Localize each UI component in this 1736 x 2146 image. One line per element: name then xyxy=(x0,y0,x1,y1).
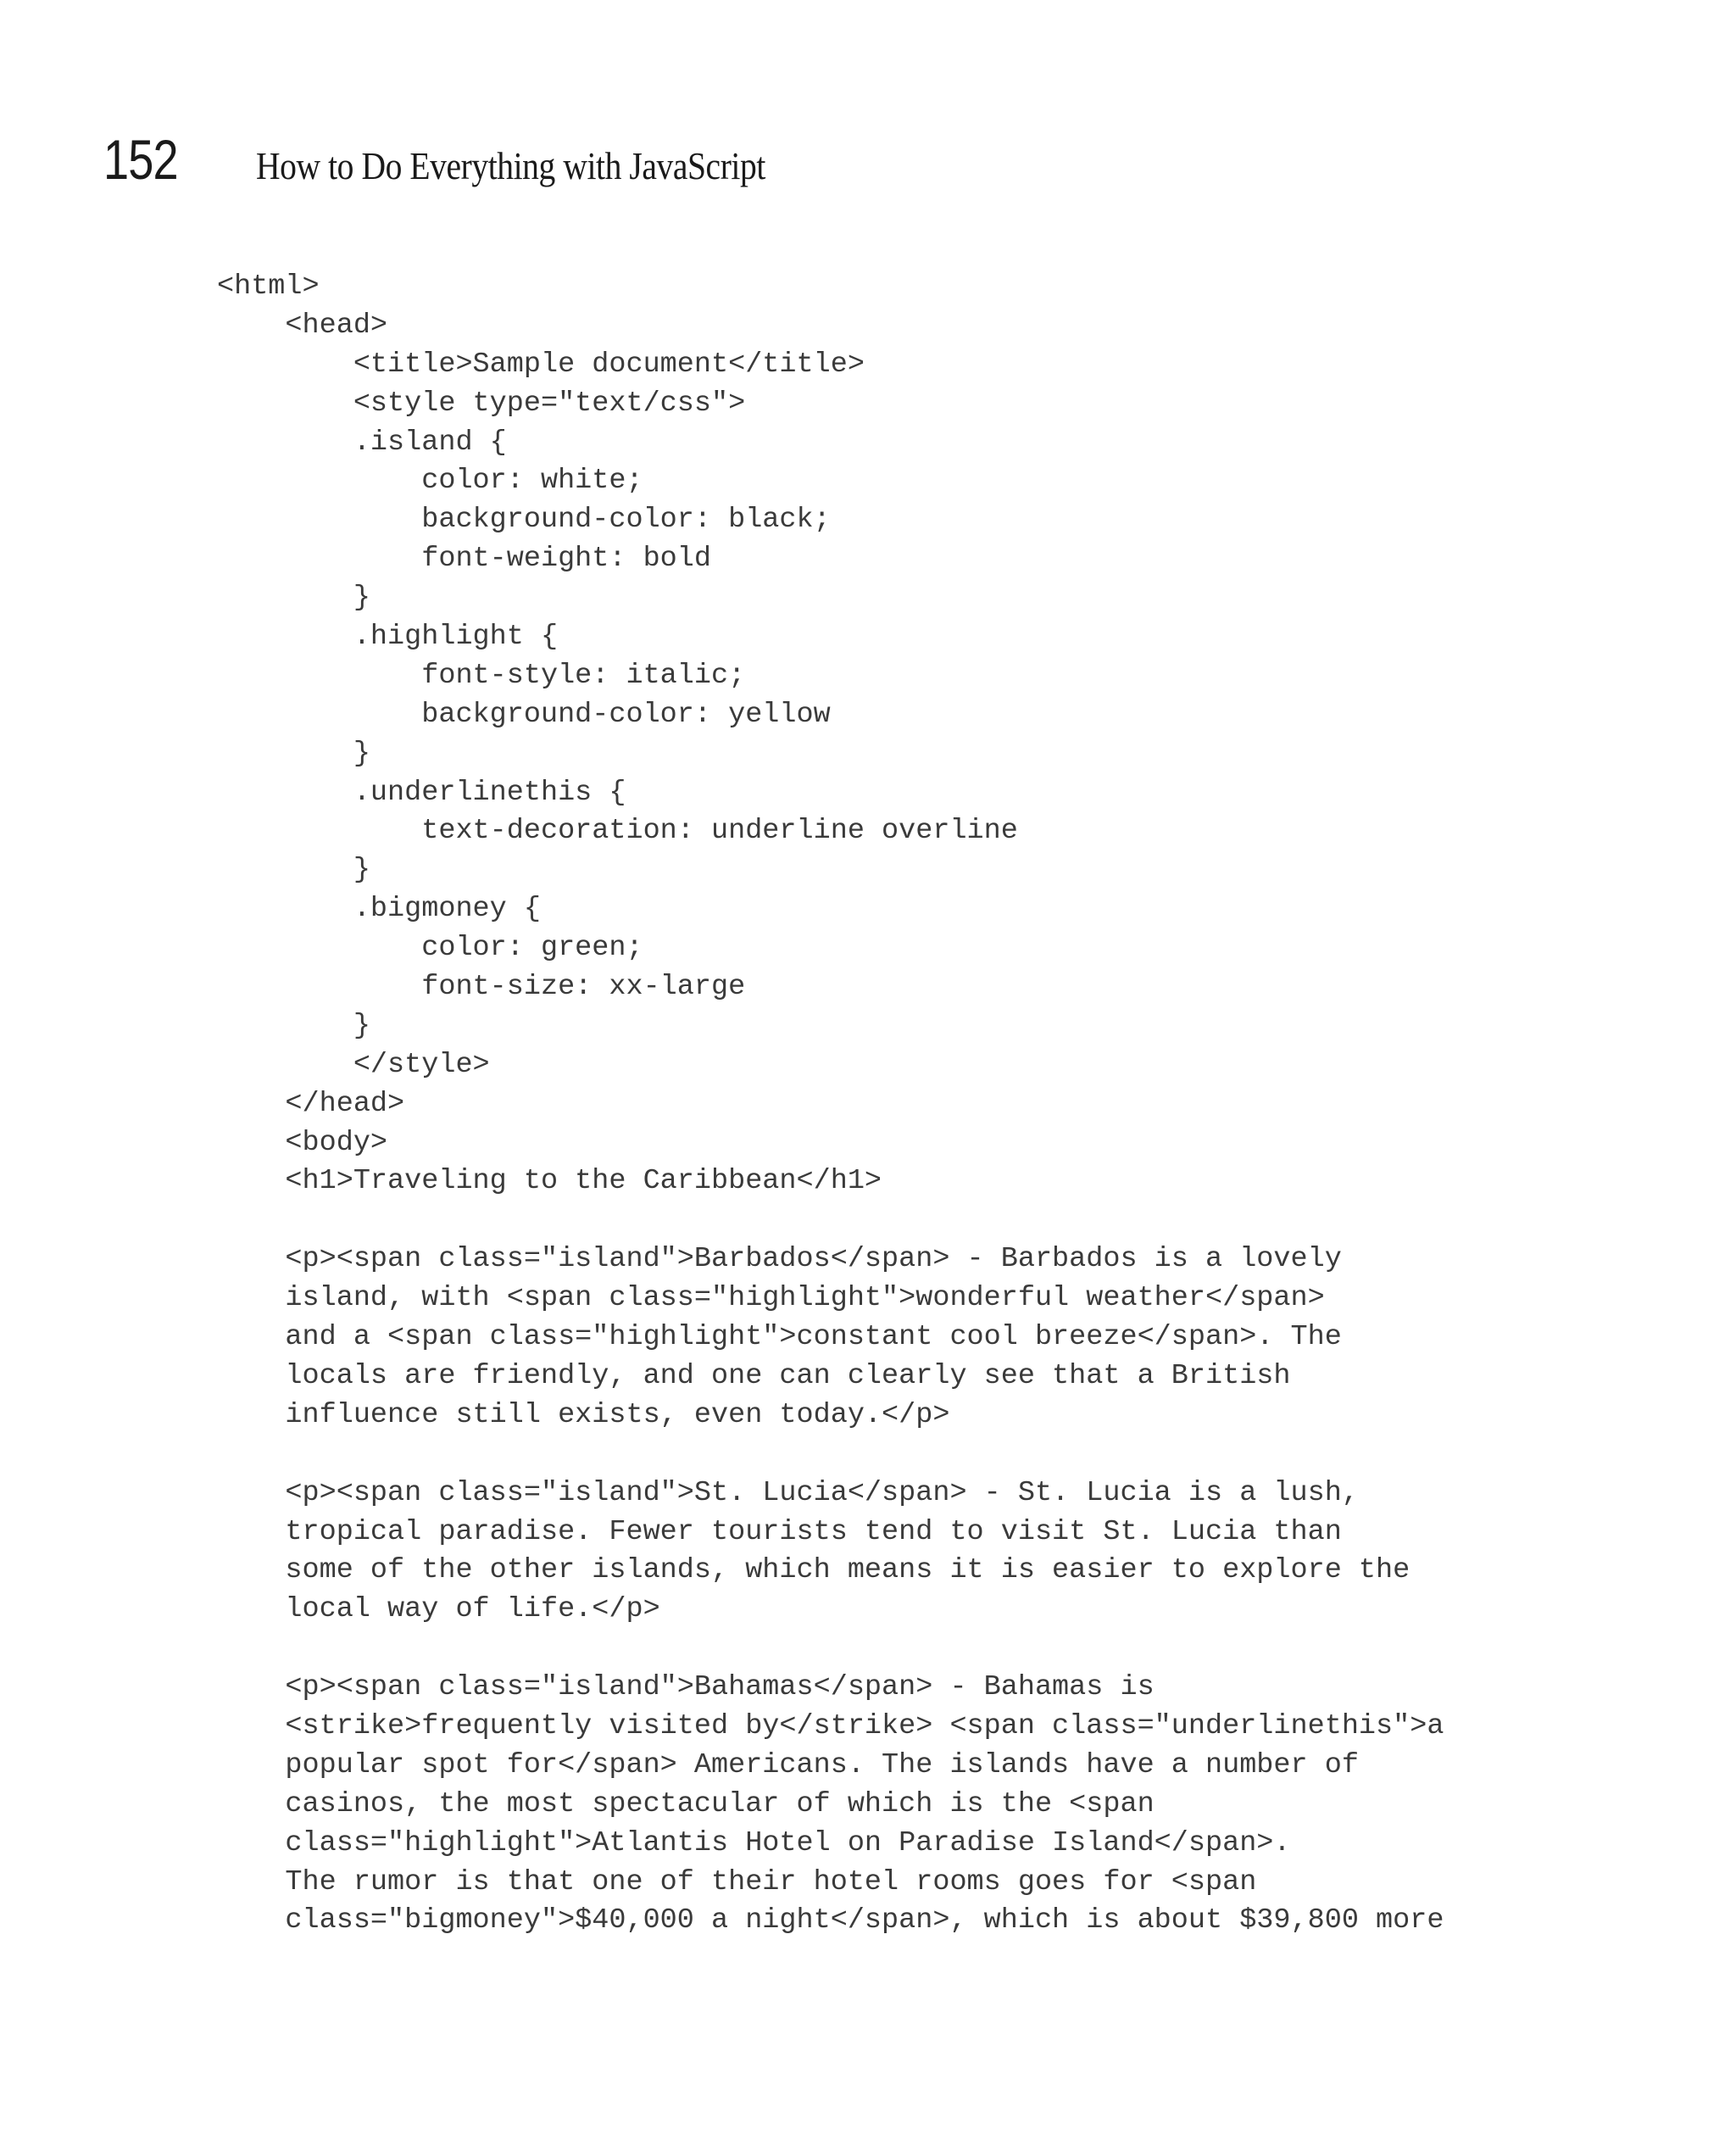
code-line: locals are friendly, and one can clearly see that a British xyxy=(217,1359,1291,1392)
code-line: some of the other islands, which means it is easier to explore the xyxy=(217,1554,1410,1587)
code-line: <head> xyxy=(217,309,388,342)
code-line xyxy=(217,1201,1444,1240)
code-line: .highlight { xyxy=(217,621,559,654)
code-line: font-weight: bold xyxy=(217,543,711,576)
code-line: island, with <span class="highlight">wonderful weather</span> xyxy=(217,1282,1325,1315)
code-listing xyxy=(217,268,1444,1941)
page-header xyxy=(103,127,849,195)
code-line: </head> xyxy=(217,1087,405,1120)
code-line: popular spot for</span> Americans. The islands have a number of xyxy=(217,1748,1359,1781)
code-line xyxy=(217,1630,1444,1669)
code-line: tropical paradise. Fewer tourists tend to visit St. Lucia than xyxy=(217,1515,1342,1548)
code-line: local way of life.</p> xyxy=(217,1593,660,1626)
code-line: } xyxy=(217,854,370,887)
code-line: </style> xyxy=(217,1048,490,1081)
code-line: font-style: italic; xyxy=(217,659,746,692)
code-line: } xyxy=(217,1009,370,1042)
code-line: background-color: black; xyxy=(217,504,831,537)
code-line: class="bigmoney">$40,000 a night</span>, which is about $39,800 more xyxy=(217,1904,1444,1937)
code-line: } xyxy=(217,582,370,615)
code-line: influence still exists, even today.</p> xyxy=(217,1398,950,1431)
code-line: .bigmoney { xyxy=(217,893,541,926)
code-line xyxy=(217,1435,1444,1474)
code-line: color: white; xyxy=(217,465,643,498)
code-line: } xyxy=(217,737,370,770)
code-line: color: green; xyxy=(217,932,643,965)
code-line: and a <span class="highlight">constant cool breeze</span>. The xyxy=(217,1321,1342,1354)
code-line: <strike>frequently visited by</strike> <span class="underlinethis">a xyxy=(217,1709,1444,1742)
code-line: The rumor is that one of their hotel rooms goes for <span xyxy=(217,1865,1257,1898)
code-line: <body> xyxy=(217,1126,388,1159)
running-title: How to Do Everything with JavaScript xyxy=(256,144,765,187)
page-number: 152 xyxy=(103,128,178,191)
code-line: font-size: xx-large xyxy=(217,971,746,1004)
code-line: class="highlight">Atlantis Hotel on Paradise Island</span>. xyxy=(217,1826,1291,1859)
code-line: background-color: yellow xyxy=(217,698,831,731)
code-line: text-decoration: underline overline xyxy=(217,815,1018,848)
code-line: casinos, the most spectacular of which is the <span xyxy=(217,1787,1155,1820)
code-line: <html> xyxy=(217,270,320,303)
code-line: .island { xyxy=(217,426,507,459)
code-line: <p><span class="island">Barbados</span> - Barbados is a lovely xyxy=(217,1243,1342,1276)
code-line: <style type="text/css"> xyxy=(217,387,746,420)
code-line: <title>Sample document</title> xyxy=(217,348,865,381)
code-line: <p><span class="island">Bahamas</span> - Bahamas is xyxy=(217,1671,1155,1704)
code-line: .underlinethis { xyxy=(217,776,626,809)
code-line: <h1>Traveling to the Caribbean</h1> xyxy=(217,1165,882,1198)
code-line: <p><span class="island">St. Lucia</span> - St. Lucia is a lush, xyxy=(217,1476,1359,1509)
